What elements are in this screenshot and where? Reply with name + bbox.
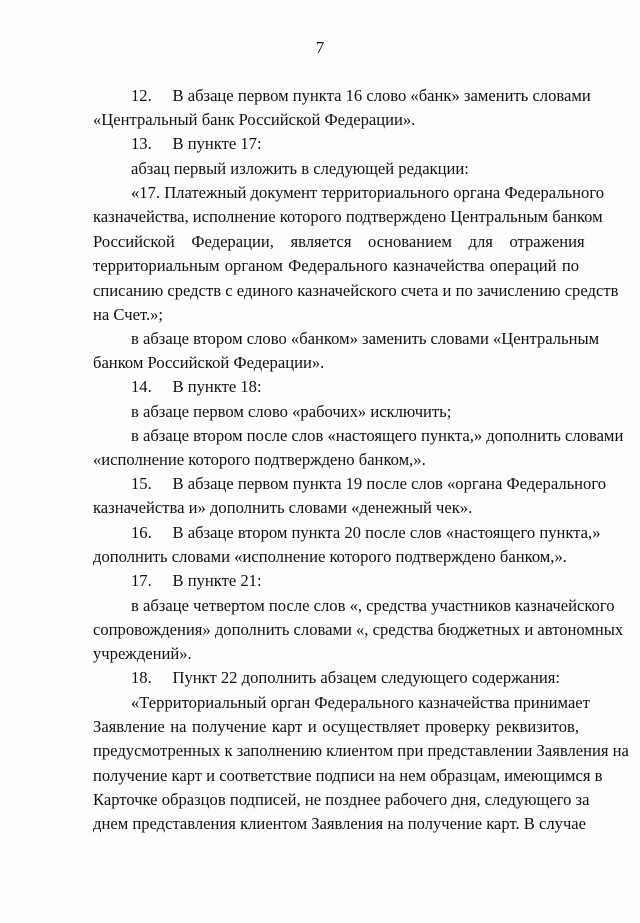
text-line: в абзаце втором слово «банком» заменить словами «Центральным xyxy=(131,329,600,348)
text-line: в абзаце втором после слов «настоящего пункта,» дополнить словами xyxy=(131,426,624,445)
text-line: учреждений». xyxy=(93,644,192,663)
text-line-item17: 17. В пункте 21: xyxy=(131,571,262,590)
text-line: казначейства, исполнение которого подтверждено Центральным банком xyxy=(93,207,603,226)
text-line: Карточке образцов подписей, не позднее рабочего дня, следующего за xyxy=(93,790,590,809)
page-number: 7 xyxy=(315,38,325,57)
text-line: сопровождения» дополнить словами «, средства бюджетных и автономных xyxy=(93,620,624,639)
text-line: Российской Федерации, является основанием для отражения xyxy=(93,232,585,251)
text-line: абзац первый изложить в следующей редакции: xyxy=(131,159,469,178)
text-line: территориальным органом Федерального казначейства операций по xyxy=(93,256,579,275)
text-line: «исполнение которого подтверждено банком,». xyxy=(93,450,426,469)
text-line: списанию средств с единого казначейского счета и по зачислению средств xyxy=(93,281,619,300)
text-line: «Центральный банк Российской Федерации». xyxy=(93,110,416,129)
text-line-item14: 14. В пункте 18: xyxy=(131,377,262,396)
text-line: в абзаце первом слово «рабочих» исключить; xyxy=(131,402,452,421)
text-line: банком Российской Федерации». xyxy=(93,353,325,372)
text-line: Заявление на получение карт и осуществляет проверку реквизитов, xyxy=(93,717,579,736)
text-line: дополнить словами «исполнение которого подтверждено банком,». xyxy=(93,547,567,566)
text-line-item15-start: 15. В абзаце первом пункта 19 после слов «органа Федерального xyxy=(131,474,607,493)
text-line-item16-start: 16. В абзаце втором пункта 20 после слов «настоящего пункта,» xyxy=(131,523,601,542)
text-line-item12-start: 12. В абзаце первом пункта 16 слово «банк» заменить словами xyxy=(131,86,591,105)
text-line: днем представления клиентом Заявления на получение карт. В случае xyxy=(93,814,587,833)
text-line: в абзаце четвертом после слов «, средства участников казначейского xyxy=(131,596,615,615)
text-line-item18: 18. Пункт 22 дополнить абзацем следующего содержания: xyxy=(131,668,560,687)
text-line-quote17-start: «17. Платежный документ территориального органа Федерального xyxy=(131,183,605,202)
text-line: предусмотренных к заполнению клиентом при представлении Заявления на xyxy=(93,741,629,760)
text-line: получение карт и соответствие подписи на нем образцам, имеющимся в xyxy=(93,766,603,785)
text-line-quote22-start: «Территориальный орган Федерального казначейства принимает xyxy=(131,693,590,712)
text-line-item13: 13. В пункте 17: xyxy=(131,134,262,153)
text-line: казначейства и» дополнить словами «денежный чек». xyxy=(93,498,473,517)
text-line: на Счет.»; xyxy=(93,305,164,324)
